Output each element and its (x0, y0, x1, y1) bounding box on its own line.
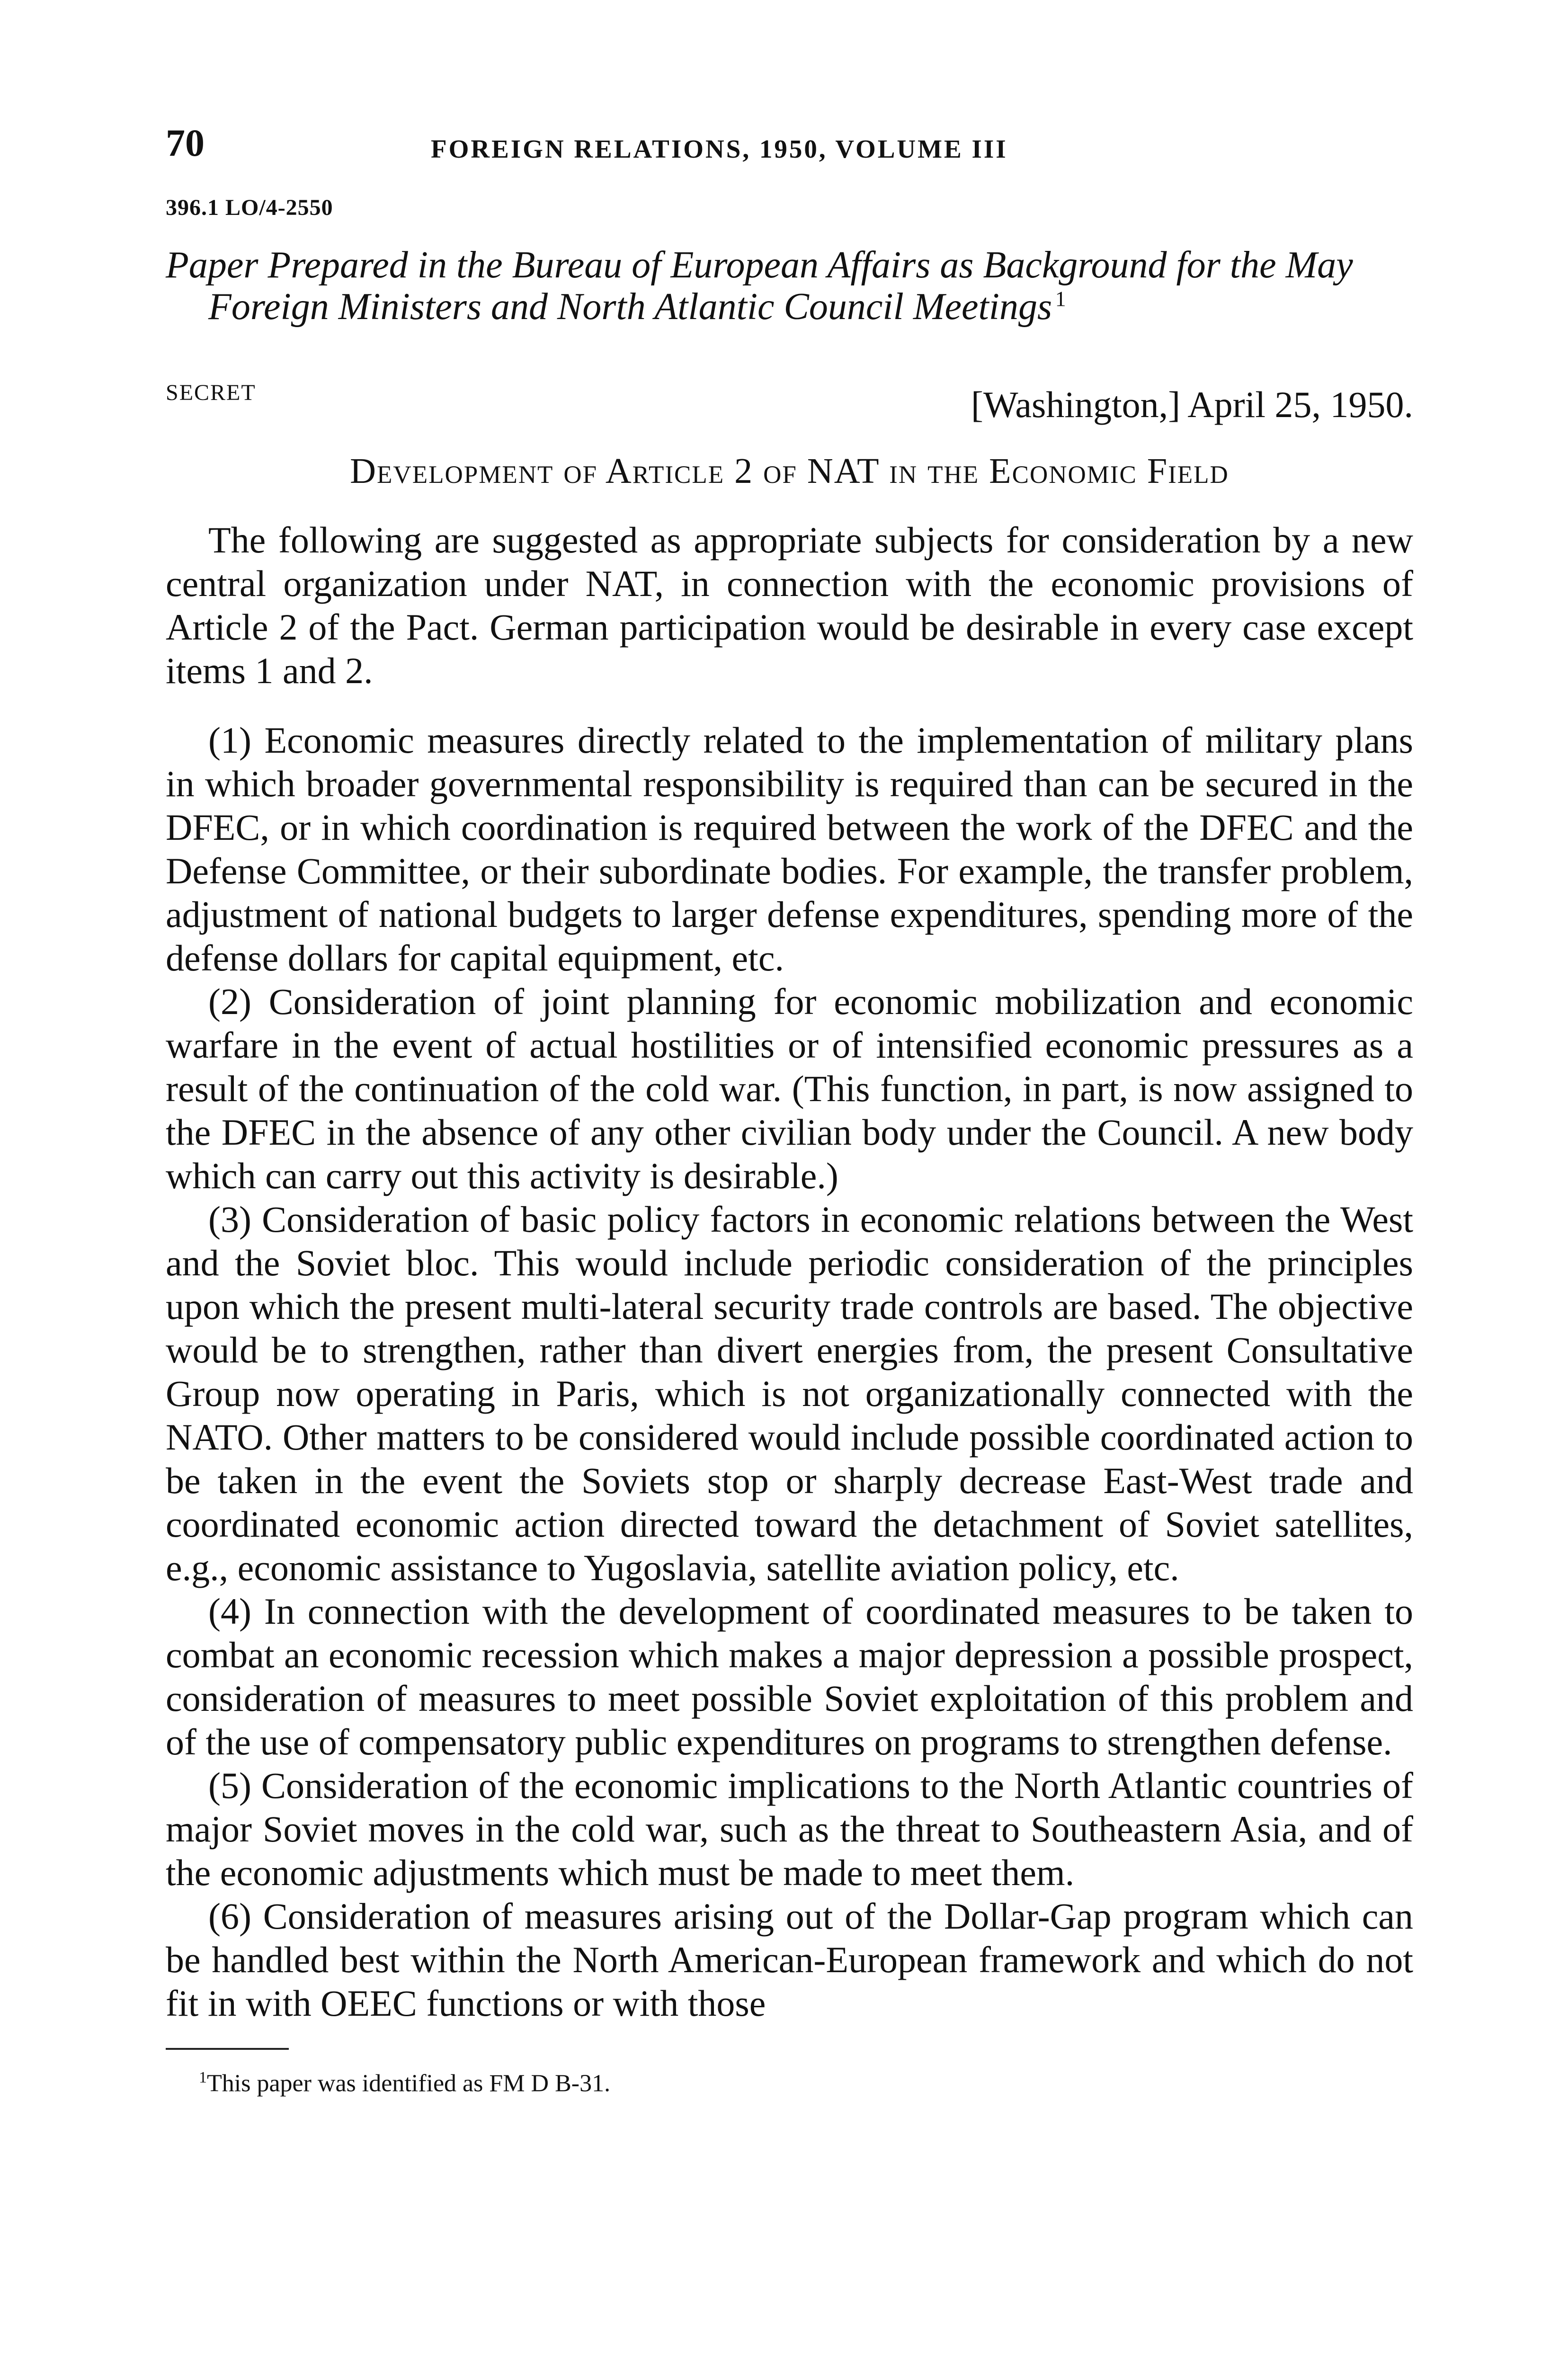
paragraph-item-6: (6) Consideration of measures arising out of the Dollar-Gap program which can be handled best within the North American-European framework and which do not fit in with OEEC functions or with those (166, 1895, 1413, 2024)
footnote-divider (166, 2048, 289, 2050)
dateline: [Washington,] April 25, 1950. (971, 384, 1413, 425)
paragraph-intro: The following are suggested as appropriate subjects for consideration by a new central organization under NAT, in connection with the economic provisions of Article 2 of the Pact. German participation would be desirable in every case except items 1 and 2. (166, 519, 1413, 691)
section-heading: Development of Article 2 of NAT in the Economic Field (350, 451, 1229, 491)
document-title (166, 244, 1413, 328)
footnote-marker: 1 (199, 2069, 207, 2086)
body-text (166, 518, 1413, 2025)
title-footnote-marker: 1 (1055, 286, 1066, 311)
meta-row (166, 380, 1413, 436)
paragraph-item-5: (5) Consideration of the economic implications to the North Atlantic countries of major Soviet moves in the cold war, such as the threat to Southeastern Asia, and of the economic adjustments which must be made to meet them. (166, 1765, 1413, 1893)
running-head (166, 121, 1413, 182)
footnote-text: This paper was identified as FM D B-31. (207, 2070, 611, 2097)
running-title: FOREIGN RELATIONS, 1950, VOLUME III (431, 134, 1008, 163)
paragraph-item-2: (2) Consideration of joint planning for economic mobilization and economic warfare in the event of actual hostilities or of intensified economic pressures as a result of the continuation of the cold war. (This function, in part, is now assigned to the DFEC in the absence of any other civilian body under the Council. A new body which can carry out this activity is desirable.) (166, 981, 1413, 1196)
footnote (166, 2069, 1413, 2097)
page-content (166, 121, 1413, 2097)
classification-label: SECRET (166, 380, 256, 405)
page-number: 70 (166, 121, 205, 164)
document-title-text: Paper Prepared in the Bureau of European Affairs as Background for the May Foreign Ministers and North Atlantic Council Meetings (166, 244, 1353, 328)
paragraph-item-4: (4) In connection with the development of coordinated measures to be taken to combat an economic recession which makes a major depression a possible prospect, consideration of measures to meet possible Soviet exploitation of this problem and of the use of compensatory public expenditures on programs to strengthen defense. (166, 1591, 1413, 1762)
paragraph-item-3: (3) Consideration of basic policy factors in economic relations between the West and the Soviet bloc. This would include periodic consideration of the principles upon which the present multi-lateral security trade controls are based. The objective would be to strengthen, rather than divert energies from, the present Consultative Group now operating in Paris, which is not organizationally connected with the NATO. Other matters to be considered would include possible coordinated action to be taken in the event the Soviets stop or sharply decrease East-West trade and coordinated economic action directed toward the detachment of Soviet satellites, e.g., economic assistance to Yugoslavia, satellite aviation policy, etc. (166, 1199, 1413, 1588)
paragraph-item-1: (1) Economic measures directly related to the implementation of military plans in which broader governmental responsibility is required than can be secured in the DFEC, or in which coordination is required between the work of the DFEC and the Defense Committee, or their subordinate bodies. For example, the transfer problem, adjustment of national budgets to larger defense expenditures, spending more of the defense dollars for capital equipment, etc. (166, 720, 1413, 979)
file-number: 396.1 LO/4-2550 (166, 195, 333, 220)
